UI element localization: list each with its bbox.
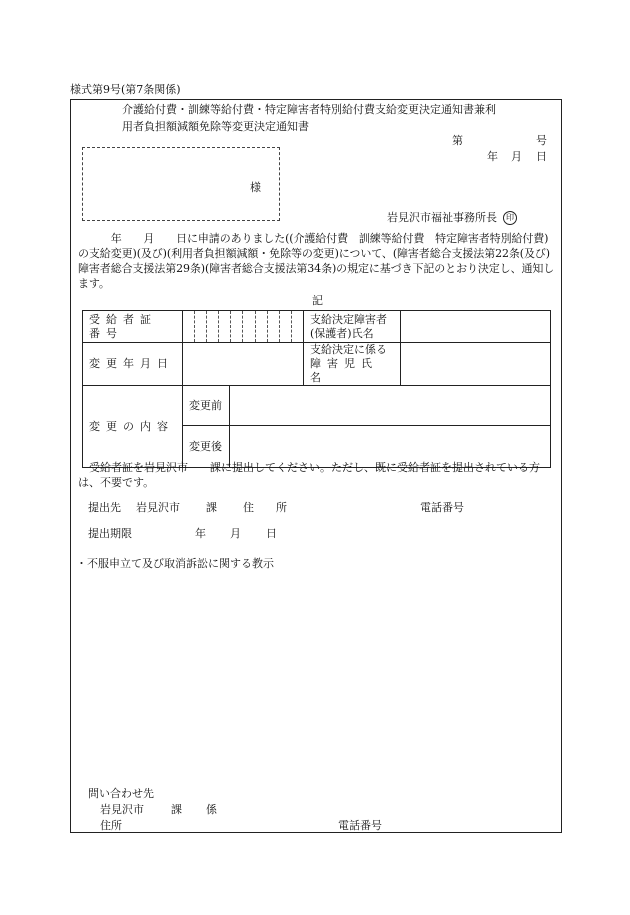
contact-phone: 電話番号 [338, 819, 382, 832]
submission-note: 受給者証を岩見沢市 課に提出してください。ただし、既に受給者証を提出されている方は、不要です。 [78, 461, 540, 489]
change-content-header: 変更の内容 [83, 386, 183, 468]
title-line-2: 用者負担額減額免除等変更決定通知書 [122, 120, 309, 133]
number-label: 第 [452, 134, 463, 147]
title-line-1: 介護給付費・訓練等給付費・特定障害者特別給付費支給変更決定通知書兼利 [122, 103, 496, 116]
submit-to-label: 提出先 [88, 501, 121, 514]
submit-ka: 課 [206, 501, 217, 514]
deadline-day: 日 [266, 527, 277, 540]
date-month: 月 [511, 150, 522, 163]
submit-city: 岩見沢市 [136, 501, 180, 514]
issuer [387, 211, 517, 225]
date-day: 日 [536, 150, 547, 163]
recipient-cert-header: 受給者証 番号 [83, 311, 183, 343]
before-header: 変更前 [183, 386, 230, 426]
info-table [82, 310, 551, 468]
issuer-name: 岩見沢市福祉事務所長 [387, 211, 497, 224]
contact-kakari: 係 [206, 803, 217, 816]
before-value [230, 386, 551, 426]
after-header: 変更後 [183, 426, 230, 468]
submit-phone: 電話番号 [420, 501, 464, 514]
deadline-month: 月 [230, 527, 241, 540]
contact-address: 住所 [100, 819, 122, 832]
appeal-notice: ・不服申立て及び取消訴訟に関する教示 [76, 557, 274, 570]
contact-ka: 課 [171, 803, 182, 816]
contact-city: 岩見沢市 [100, 803, 144, 816]
ki-label: 記 [312, 294, 323, 307]
number-suffix: 号 [536, 134, 547, 147]
date-year: 年 [487, 150, 498, 163]
decision-person-header: 支給決定障害者 (保護者)氏名 [304, 311, 401, 343]
recipient-cert-digits [183, 311, 304, 343]
form-label: 様式第9号(第7条関係) [70, 83, 181, 96]
decision-person-value [401, 311, 551, 343]
submit-address: 住 所 [243, 501, 287, 514]
child-name-header: 支給決定に係る 障害児氏名 [304, 343, 401, 386]
body-text: 年 月 日に申請のありました((介護給付費 訓練等給付費 特定障害者特別給付費)の支給変更)(及び)(利用者負担額減額・免除等の変更)について、(障害者総合支援法第22条(及び)障害者総合支援法第29条)(障害者総合支援法第34条)の規定に基づき下記のとおり決定し、通知します。 [78, 232, 555, 290]
child-name-value [401, 343, 551, 386]
change-date-value [183, 343, 304, 386]
deadline-year: 年 [195, 527, 206, 540]
change-date-header: 変更年月日 [83, 343, 183, 386]
contact-label: 問い合わせ先 [88, 787, 154, 800]
addressee-honorific: 様 [250, 181, 261, 194]
deadline-label: 提出期限 [88, 527, 132, 540]
seal-mark: 印 [503, 211, 517, 225]
